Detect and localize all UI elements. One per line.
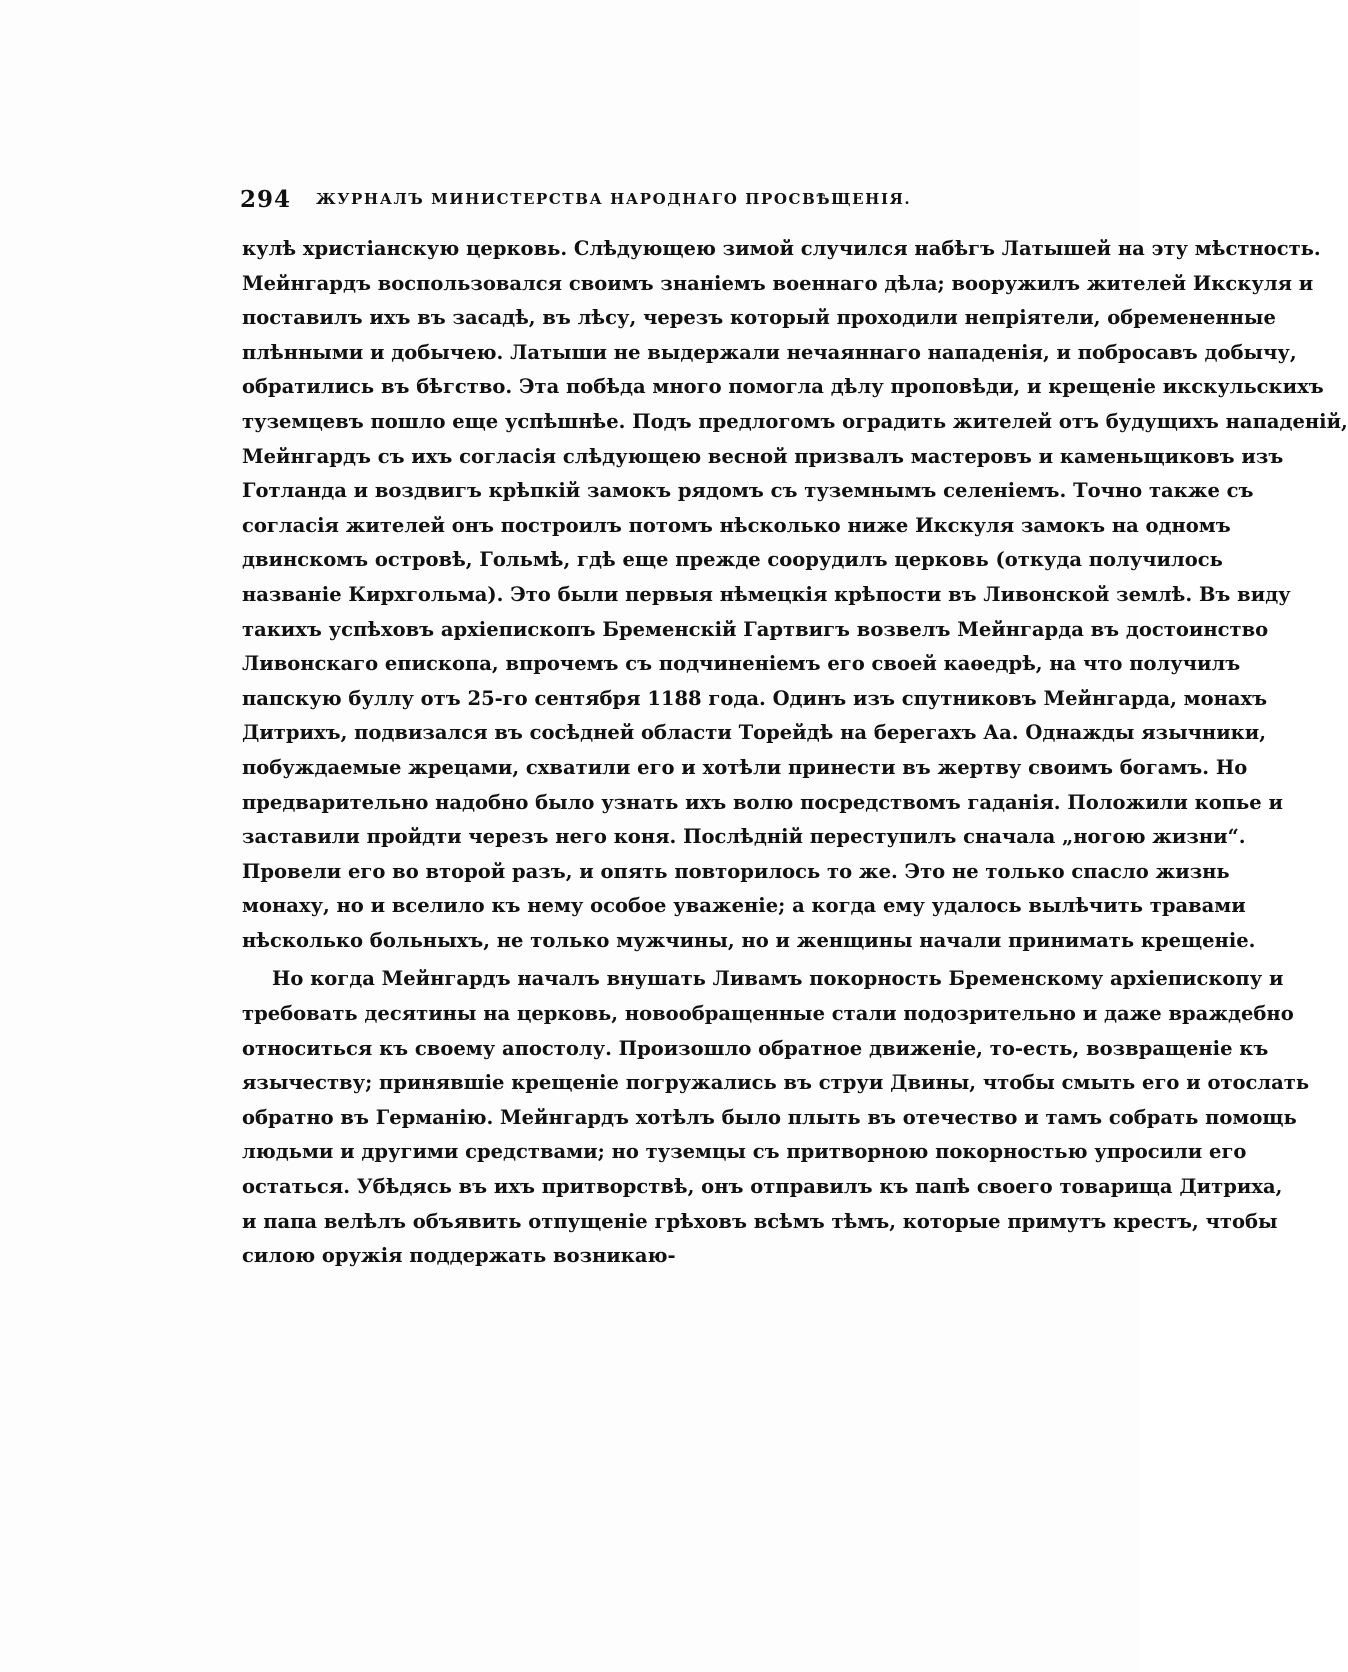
text-line: Ливонскаго епископа, впрочемъ съ подчиненіемъ его своей каѳедрѣ, на что получилъ [242, 652, 1241, 676]
text-line: Дитрихъ, подвизался въ сосѣдней области Торейдѣ на берегахъ Аа. Однажды язычники, [242, 721, 1266, 745]
text-line: монаху, но и вселило къ нему особое уваженіе; а когда ему удалось вылѣчить травами [242, 894, 1246, 918]
text-line: Готланда и воздвигъ крѣпкій замокъ рядомъ съ туземнымъ селеніемъ. Точно также съ [242, 479, 1254, 503]
body-text [242, 232, 1348, 1274]
text-line: остаться. Убѣдясь въ ихъ притворствѣ, онъ отправилъ къ папѣ своего товарища Дитриха, [242, 1175, 1283, 1199]
text-line: двинскомъ островѣ, Гольмѣ, гдѣ еще прежде соорудилъ церковь (откуда получилось [242, 548, 1223, 572]
text-line: относиться къ своему апостолу. Произошло обратное движеніе, то-есть, возвращеніе къ [242, 1036, 1269, 1060]
text-line: Но когда Мейнгардъ началъ внушать Ливамъ покорность Бременскому архіепископу и [272, 967, 1284, 991]
text-line: Провели его во второй разъ, и опять повторилось то же. Это не только спасло жизнь [242, 859, 1230, 883]
paragraph [242, 232, 1348, 958]
running-head: ЖУРНАЛЪ МИНИСТЕРСТВА НАРОДНАГО ПРОСВѢЩЕНІЯ. [316, 190, 912, 208]
text-line: плѣнными и добычею. Латыши не выдержали нечаяннаго нападенія, и побросавъ добычу, [242, 340, 1297, 364]
text-line: согласія жителей онъ построилъ потомъ нѣсколько ниже Икскуля замокъ на одномъ [242, 513, 1231, 537]
text-line: побуждаемые жрецами, схватили его и хотѣли принести въ жертву своимъ богамъ. Но [242, 755, 1248, 779]
text-line: силою оружія поддержать возникаю- [242, 1244, 676, 1268]
text-line: людьми и другими средствами; но туземцы съ притворною покорностью упросили его [242, 1140, 1247, 1164]
text-line: туземцевъ пошло еще успѣшнѣе. Подъ предлогомъ оградить жителей отъ будущихъ нападеній, [242, 409, 1348, 433]
text-line: поставилъ ихъ въ засадѣ, въ лѣсу, черезъ который проходили непріятели, обремененные [242, 306, 1276, 330]
page-header [240, 186, 980, 216]
text-line: предварительно надобно было узнать ихъ волю посредствомъ гаданія. Положили копье и [242, 790, 1283, 814]
text-line: Мейнгардъ воспользовался своимъ знаніемъ военнаго дѣла; вооружилъ жителей Икскуля и [242, 271, 1314, 295]
text-line: обратились въ бѣгство. Эта побѣда много помогла дѣлу проповѣди, и крещеніе икскульскихъ [242, 375, 1324, 399]
text-line: названіе Кирхгольма). Это были первыя нѣмецкія крѣпости въ Ливонской землѣ. Въ виду [242, 582, 1291, 606]
text-line: требовать десятины на церковь, новообращенные стали подозрительно и даже враждебно [242, 1002, 1294, 1026]
paragraph-container [242, 232, 1348, 1274]
text-line: и папа велѣлъ объявить отпущеніе грѣховъ всѣмъ тѣмъ, которые примутъ крестъ, чтобы [242, 1209, 1278, 1233]
paragraph [242, 962, 1310, 1273]
text-line: обратно въ Германію. Мейнгардъ хотѣлъ было плыть въ отечество и тамъ собрать помощь [242, 1105, 1297, 1129]
text-line: папскую буллу отъ 25-го сентября 1188 года. Одинъ изъ спутниковъ Мейнгарда, монахъ [242, 686, 1268, 710]
text-line: заставили пройдти черезъ него коня. Послѣдній переступилъ сначала „ногою жизни“. [242, 825, 1246, 849]
text-line: такихъ успѣховъ архіепископъ Бременскій Гартвигъ возвелъ Мейнгарда въ достоинство [242, 617, 1269, 641]
text-line: нѣсколько больныхъ, не только мужчины, но и женщины начали принимать крещеніе. [242, 928, 1256, 952]
text-line: язычеству; принявшіе крещеніе погружались въ струи Двины, чтобы смыть его и отослать [242, 1071, 1310, 1095]
text-line: кулѣ христіанскую церковь. Слѣдующею зимой случился набѣгъ Латышей на эту мѣстность. [242, 237, 1321, 260]
text-line: Мейнгардъ съ ихъ согласія слѣдующею весной призвалъ мастеровъ и каменьщиковъ изъ [242, 444, 1284, 468]
page-number: 294 [240, 186, 292, 213]
